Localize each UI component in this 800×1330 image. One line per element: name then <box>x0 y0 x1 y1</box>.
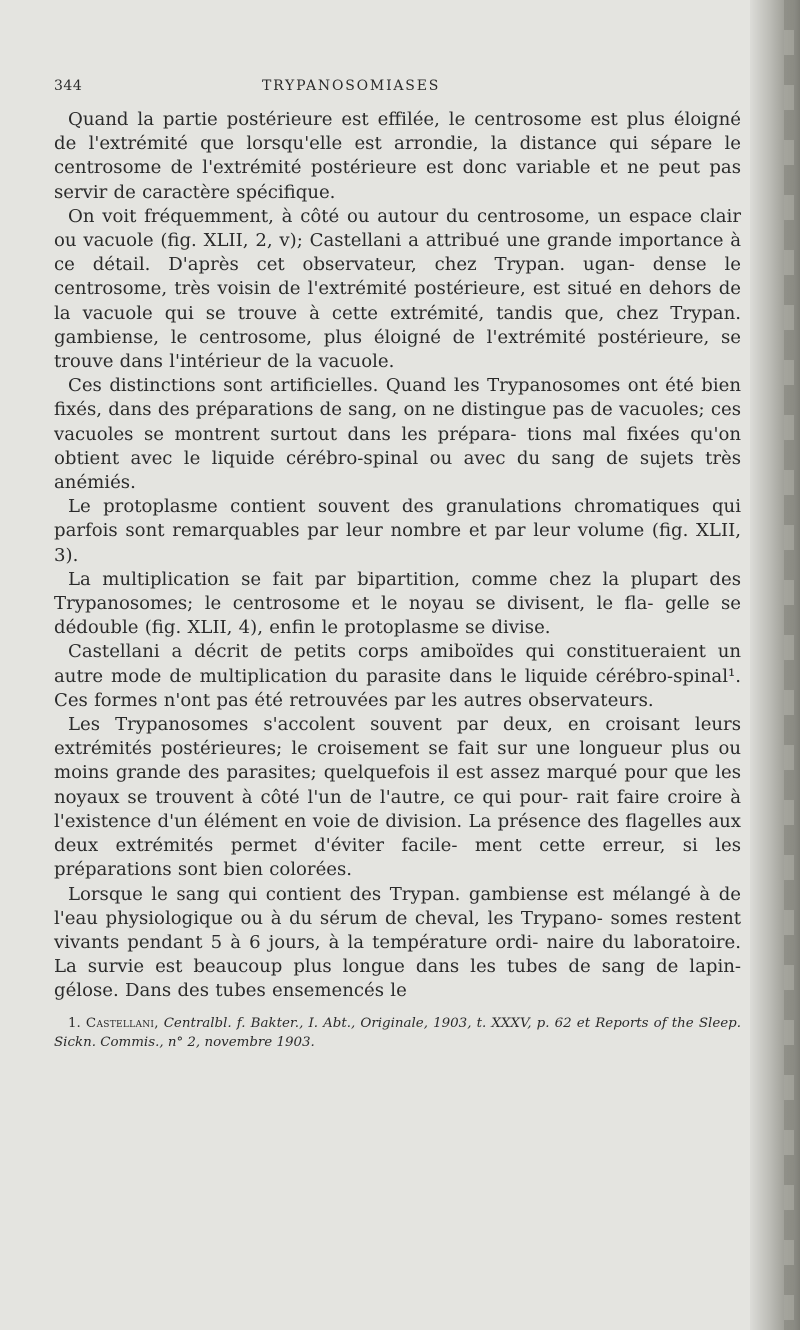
page-number: 344 <box>54 78 83 94</box>
paragraph: On voit fréquemment, à côté ou autour du centrosome, un espace clair ou vacuole (fig. XLII, 2, v); Castellani a attribué une grande importance à ce détail. D'après cet observateur, chez Trypan. ugan- dense le centrosome, très voisin de l'extrémité postérieure, est situé en dehors de la vacuole qui se trouve à cette extrémité, tandis que, chez Trypan. gambiense, le centrosome, plus éloigné de l'extrémité postérieure, se trouve dans l'intérieur de la vacuole. <box>54 205 741 373</box>
page-edge-stripe <box>784 0 794 1330</box>
paragraph: Quand la partie postérieure est effilée, le centrosome est plus éloigné de l'extrémité que lorsqu'elle est arrondie, la distance qui sépare le centrosome de l'extrémité postérieure est donc variable et ne peut pas servir de caractère spécifique. <box>54 109 741 203</box>
paragraph: Le protoplasme contient souvent des granulations chromatiques qui parfois sont remarquables par leur nombre et par leur volume (fig. XLII, 3). <box>54 496 741 566</box>
paragraph: Castellani a décrit de petits corps amiboïdes qui constitueraient un autre mode de multiplication du parasite dans le liquide cérébro-spinal¹. Ces formes n'ont pas été retrouvées par les autres observateurs. <box>54 641 741 711</box>
page-body <box>54 108 741 1052</box>
footnote-author: Castellani <box>85 1015 155 1031</box>
footnote-citation: Centralbl. f. Bakter., I. Abt., Originale, 1903, t. XXXV, p. 62 et Reports of the Sleep. Sickn. Commis., n° 2, novembre 1903. <box>54 1015 741 1050</box>
footnote-marker: 1. <box>68 1015 81 1031</box>
paragraph: Les Trypanosomes s'accolent souvent par deux, en croisant leurs extrémités postérieures; le croisement se fait sur une longueur plus ou moins grande des parasites; quelquefois il est assez marqué pour que les noyaux se trouvent à côté l'un de l'autre, ce qui pour- rait faire croire à l'existence d'un élément en voie de division. La présence des flagelles aux deux extrémités permet d'éviter facile- ment cette erreur, si les préparations sont bien colorées. <box>54 714 741 881</box>
page-header <box>0 78 750 98</box>
paragraph: Lorsque le sang qui contient des Trypan. gambiense est mélangé à de l'eau physiologique ou à du sérum de cheval, les Trypano- somes restent vivants pendant 5 à 6 jours, à la température ordi- naire du laboratoire. La survie est beaucoup plus longue dans les tubes de sang de lapin-gélose. Dans des tubes ensemencés le <box>54 883 741 1002</box>
footnote: 1. Castellani, Centralbl. f. Bakter., I. Abt., Originale, 1903, t. XXXV, p. 62 et Reports of the Sleep. Sickn. Commis., n° 2, novembre 1903. <box>54 1015 741 1050</box>
footnote-separator <box>54 1004 741 1014</box>
paragraph: Ces distinctions sont artificielles. Quand les Trypanosomes ont été bien fixés, dans des préparations de sang, on ne distingue pas de vacuoles; ces vacuoles se montrent surtout dans les prépara- tions mal fixées qu'on obtient avec le liquide cérébro-spinal ou avec du sang de sujets très anémiés. <box>54 375 741 494</box>
page-edge-shadow <box>750 0 800 1330</box>
paragraph: La multiplication se fait par bipartition, comme chez la plupart des Trypanosomes; le centrosome et le noyau se divisent, le fla- gelle se dédouble (fig. XLII, 4), enfin le protoplasme se divise. <box>54 568 741 639</box>
running-title: TRYPANOSOMIASES <box>262 78 441 94</box>
